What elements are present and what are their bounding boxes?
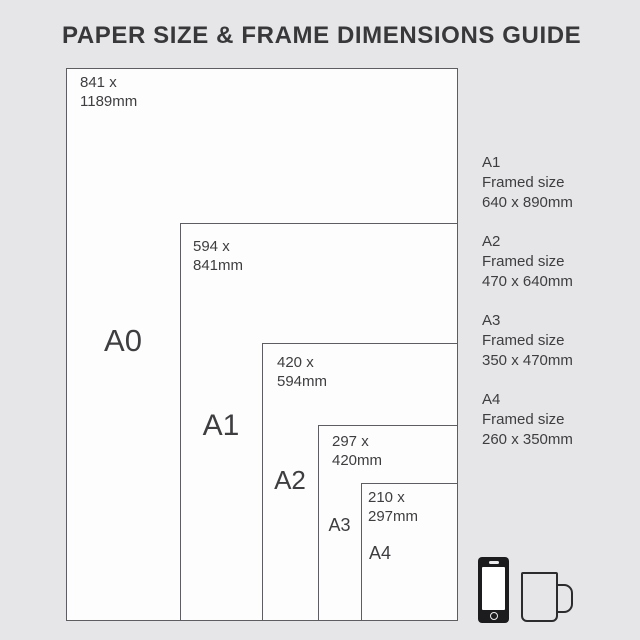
paper-label-a0: A0 [104, 323, 142, 358]
framed-size-caption-a2: Framed size [482, 253, 565, 270]
dims-width-a1: 594 x [193, 238, 230, 255]
framed-size-block-a1 [482, 153, 573, 213]
dims-width-a0: 841 x [80, 74, 117, 91]
dims-width-a3: 297 x [332, 433, 369, 450]
dims-height-a3: 420mm [332, 452, 383, 469]
paper-dims-a1 [193, 237, 243, 275]
paper-dims-a3 [332, 432, 382, 470]
paper-label-a4: A4 [369, 543, 392, 563]
framed-size-block-a2 [482, 232, 573, 292]
page-title: PAPER SIZE & FRAME DIMENSIONS GUIDE [62, 22, 582, 49]
framed-size-caption-a4: Framed size [482, 411, 565, 428]
paper-label-a1: A1 [202, 409, 240, 442]
framed-size-block-a4 [482, 390, 573, 450]
framed-size-block-a3 [482, 311, 573, 371]
framed-size-value-a2: 470 x 640mm [482, 273, 573, 290]
framed-size-paper-a4: A4 [482, 391, 501, 408]
framed-size-paper-a1: A1 [482, 154, 501, 171]
paper-label-a2: A2 [274, 465, 306, 495]
dims-height-a0: 1189mm [80, 93, 138, 110]
smartphone-icon [478, 557, 509, 623]
framed-size-value-a3: 350 x 470mm [482, 352, 573, 369]
phone-home-button [490, 612, 498, 620]
framed-size-paper-a2: A2 [482, 233, 501, 250]
dims-width-a2: 420 x [277, 354, 314, 371]
framed-size-paper-a3: A3 [482, 312, 501, 329]
dims-height-a2: 594mm [277, 373, 328, 390]
framed-size-caption-a3: Framed size [482, 332, 565, 349]
paper-label-a3: A3 [328, 515, 351, 535]
dims-width-a4: 210 x [368, 489, 405, 506]
paper-dims-a0 [80, 73, 137, 111]
dims-height-a4: 297mm [368, 508, 419, 525]
dims-height-a1: 841mm [193, 257, 244, 274]
phone-screen [482, 567, 505, 610]
paper-dims-a2 [277, 353, 327, 391]
mug-icon [521, 572, 558, 622]
paper-dims-a4 [368, 488, 418, 526]
framed-size-caption-a1: Framed size [482, 174, 565, 191]
phone-speaker [489, 561, 499, 564]
framed-size-value-a4: 260 x 350mm [482, 431, 573, 448]
framed-size-value-a1: 640 x 890mm [482, 194, 573, 211]
